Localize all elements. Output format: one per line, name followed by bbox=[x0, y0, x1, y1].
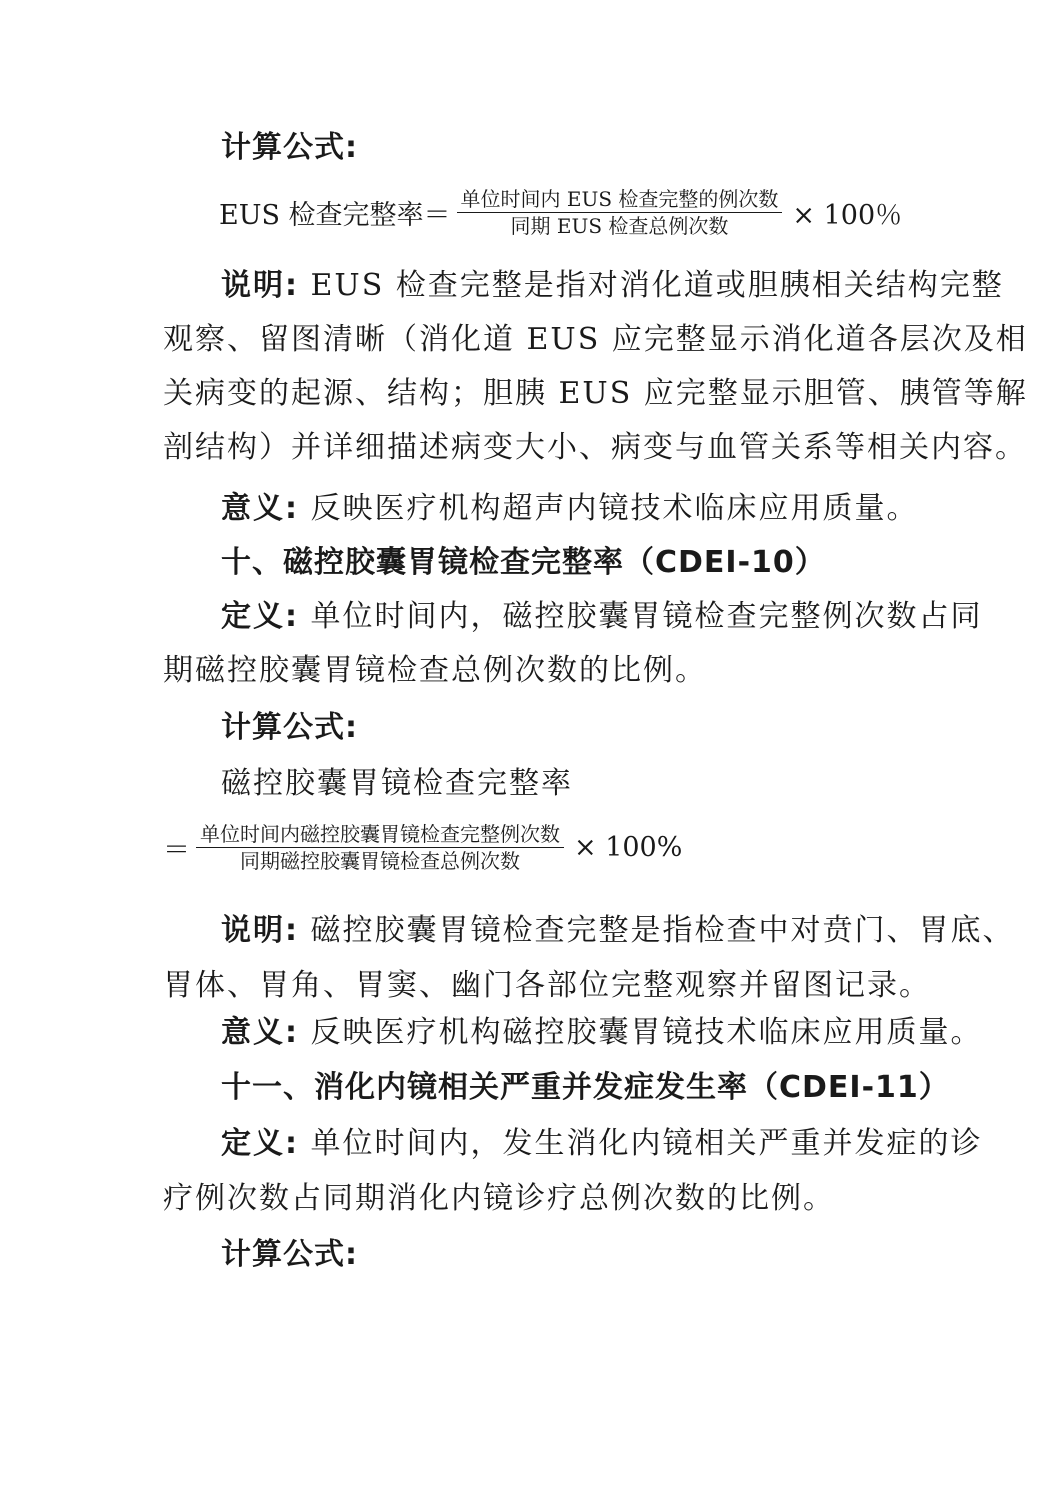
meaning-label: 意义: bbox=[221, 1015, 299, 1050]
formula-lhs: EUS 检查完整率＝ bbox=[219, 200, 451, 231]
definition-paragraph-line bbox=[221, 1124, 983, 1164]
definition-paragraph-line bbox=[221, 597, 983, 637]
note-paragraph-line: 观察、留图清晰（消化道 EUS 应完整显示消化道各层次及相 bbox=[163, 322, 1028, 357]
meaning-text: 反映医疗机构超声内镜技术临床应用质量。 bbox=[299, 491, 919, 526]
formula-fraction bbox=[457, 186, 783, 239]
formula-factor: × 100% bbox=[574, 832, 683, 863]
capsule-completeness-formula bbox=[163, 821, 682, 874]
note-paragraph-line: 胃体、胃角、胃窦、幽门各部位完整观察并留图记录。 bbox=[163, 968, 931, 1003]
note-text: EUS 检查完整是指对消化道或胆胰相关结构完整 bbox=[299, 268, 1004, 303]
note-paragraph-line bbox=[221, 266, 1004, 306]
meaning-label: 意义: bbox=[221, 491, 299, 526]
note-paragraph-line: 关病变的起源、结构；胆胰 EUS 应完整显示胆管、胰管等解 bbox=[163, 376, 1028, 411]
formula-equals: ＝ bbox=[163, 835, 190, 866]
formula-numerator: 单位时间内 EUS 检查完整的例次数 bbox=[457, 186, 783, 213]
formula-numerator: 单位时间内磁控胶囊胃镜检查完整例次数 bbox=[196, 821, 564, 848]
note-label: 说明: bbox=[221, 913, 299, 948]
formula-label: 计算公式: bbox=[221, 130, 358, 165]
definition-label: 定义: bbox=[221, 1126, 299, 1161]
formula-lhs: 磁控胶囊胃镜检查完整率 bbox=[221, 766, 573, 801]
formula-label: 计算公式: bbox=[221, 1237, 358, 1272]
section-heading-cdei-10: 十、磁控胶囊胃镜检查完整率（CDEI-10） bbox=[221, 545, 826, 580]
note-label: 说明: bbox=[221, 268, 299, 303]
formula-denominator: 同期 EUS 检查总例次数 bbox=[510, 214, 729, 238]
note-text: 磁控胶囊胃镜检查完整是指检查中对贲门、胃底、 bbox=[299, 913, 1015, 948]
definition-text: 单位时间内，发生消化内镜相关严重并发症的诊 bbox=[299, 1126, 983, 1161]
formula-factor: × 100％ bbox=[792, 200, 903, 231]
definition-paragraph-line: 疗例次数占同期消化内镜诊疗总例次数的比例。 bbox=[163, 1181, 835, 1216]
meaning-text: 反映医疗机构磁控胶囊胃镜技术临床应用质量。 bbox=[299, 1015, 983, 1050]
definition-paragraph-line: 期磁控胶囊胃镜检查总例次数的比例。 bbox=[163, 653, 707, 688]
definition-label: 定义: bbox=[221, 599, 299, 634]
eus-completeness-formula bbox=[219, 186, 902, 239]
note-paragraph-line bbox=[221, 911, 1015, 951]
note-paragraph-line: 剖结构）并详细描述病变大小、病变与血管关系等相关内容。 bbox=[163, 430, 1027, 465]
formula-label: 计算公式: bbox=[221, 710, 358, 745]
meaning-paragraph bbox=[221, 489, 919, 529]
formula-denominator: 同期磁控胶囊胃镜检查总例次数 bbox=[240, 849, 520, 873]
section-heading-cdei-11: 十一、消化内镜相关严重并发症发生率（CDEI-11） bbox=[221, 1070, 950, 1105]
formula-fraction bbox=[196, 821, 564, 874]
meaning-paragraph bbox=[221, 1013, 983, 1053]
definition-text: 单位时间内，磁控胶囊胃镜检查完整例次数占同 bbox=[299, 599, 983, 634]
